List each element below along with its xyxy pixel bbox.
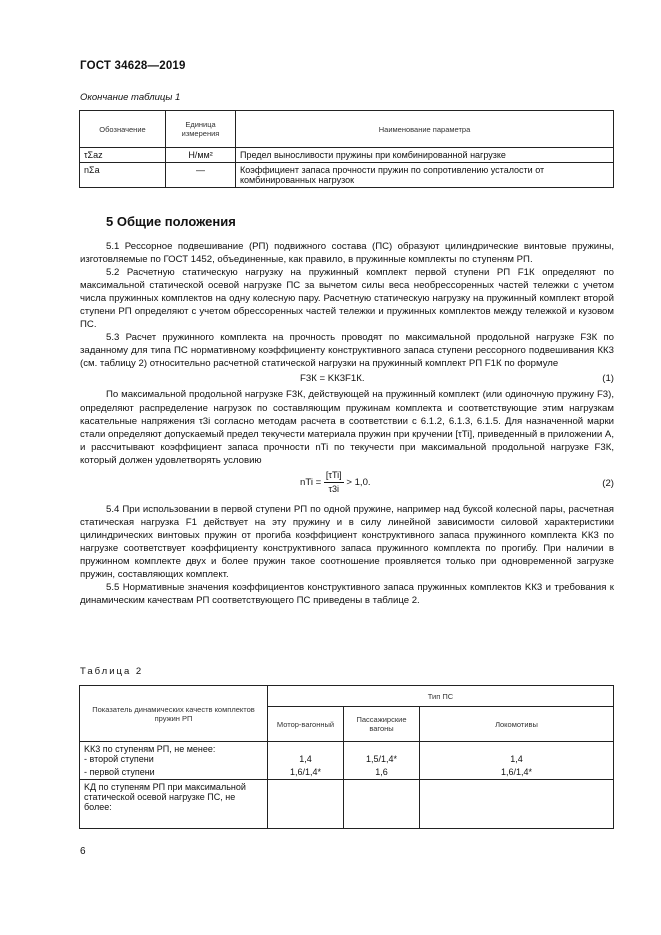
page-number: 6 bbox=[80, 846, 86, 857]
cell-empty bbox=[420, 780, 614, 829]
table2-caption: Таблица 2 bbox=[80, 666, 144, 677]
paragraph-5-5: 5.5 Нормативные значения коэффициентов конструктивного запаса пружинных комплектов KК3 и требования к динамическим качествам РП соответствующего ПС приведены в таблице 2. bbox=[80, 582, 614, 607]
formula-1 bbox=[80, 370, 614, 388]
formula-1-expr: F3К = KК3F1К. bbox=[300, 373, 365, 385]
paragraph-5-2: 5.2 Расчетную статическую нагрузку на пружинный комплект первой ступени РП F1К определяют по максимальной статической осевой нагрузке ПС за вычетом силы веса необрессоренных частей тележки с учетом числа пружинных комплектов на одну колесную пару. Расчетную статическую нагрузку на пружинный комплект второй ступени РП определяют с учетом обрессоренных частей тележки и пружинных комплектов между тележкой и кузовом ПС. bbox=[80, 267, 614, 331]
cell-desc: Коэффициент запаса прочности пружин по сопротивлению усталости от комбинированных нагрузок bbox=[236, 163, 614, 188]
table1-col-unit: Единица измерения bbox=[166, 111, 236, 148]
kk3-label: KК3 по ступеням РП, не менее: bbox=[84, 744, 216, 754]
body-text bbox=[80, 240, 614, 607]
paragraph-5-3: 5.3 Расчет пружинного комплекта на прочность проводят по максимальной продольной нагрузке F3К по заданному для типа ПС нормативному коэффициенту конструктивного запаса ступени рессорного подвешивания КК3 (см. таблицу 2) относительно расчетной статической нагрузки на пружинный комплект РП F1К по формуле bbox=[80, 332, 614, 370]
cell-value: 1,6 bbox=[375, 767, 388, 777]
table2-col-indicator: Показатель динамических качеств комплектов пружин РП bbox=[80, 686, 268, 742]
table-row bbox=[80, 148, 614, 163]
table2-col-locomotive: Локомотивы bbox=[420, 707, 614, 742]
cell-empty bbox=[344, 780, 420, 829]
table2-col-passenger: Пассажирские вагоны bbox=[344, 707, 420, 742]
cell-symbol: nΣa bbox=[80, 163, 166, 188]
locomotive-values bbox=[420, 742, 614, 780]
cell-value: 1,4 bbox=[510, 754, 523, 764]
formula-2-fraction bbox=[324, 469, 344, 496]
table2-col-type: Тип ПС bbox=[268, 686, 614, 707]
table-row bbox=[80, 780, 614, 829]
cell-value: 1,6/1,4* bbox=[289, 767, 322, 777]
formula-2-right: > 1,0. bbox=[346, 476, 371, 488]
table-row bbox=[80, 742, 614, 780]
table1 bbox=[79, 110, 614, 188]
row-label bbox=[80, 742, 268, 780]
formula-2-numerator: [τTi] bbox=[324, 469, 344, 483]
formula-2-denominator: τ3i bbox=[328, 483, 340, 494]
formula-2 bbox=[80, 469, 614, 499]
cell-symbol: τΣaz bbox=[80, 148, 166, 163]
cell-value: 1,5/1,4* bbox=[365, 754, 398, 764]
paragraph-5-3-cont: По максимальной продольной нагрузке F3К, действующей на пружинный комплект (или одиночную пружину F3), определяют распределение нагрузок по составляющим пружинам комплекта и соответствующие этим нагрузкам касательные напряжения τ3i согласно методам расчета в соответствии с 6.1.2, 6.1.3, 6.1.5. Для назначенной марки стали определяют допускаемый предел текучести материала пружин при кручении [τTi], приведенный в приложении А, и рассчитывают коэффициент запаса прочности nTi по текучести при максимальной продольной нагрузке F3К, который должен удовлетворять условию bbox=[80, 389, 614, 466]
table2-col-motor: Мотор-вагонный bbox=[268, 707, 344, 742]
table1-col-name: Наименование параметра bbox=[236, 111, 614, 148]
cell-value: 1,4 bbox=[299, 754, 312, 764]
formula-2-expr bbox=[300, 469, 371, 496]
table2 bbox=[79, 685, 614, 829]
table1-header-row bbox=[80, 111, 614, 148]
formula-2-number: (2) bbox=[602, 477, 614, 489]
table1-caption: Окончание таблицы 1 bbox=[80, 92, 181, 103]
paragraph-5-1: 5.1 Рессорное подвешивание (РП) подвижного состава (ПС) образуют цилиндрические винтовые пружины, изготовляемые по ГОСТ 1452, объединенные, как правило, в пружинные комплекты по ступеням РП. bbox=[80, 241, 614, 266]
standard-code: ГОСТ 34628—2019 bbox=[80, 60, 186, 72]
formula-1-number: (1) bbox=[602, 373, 614, 385]
cell-value: 1,6/1,4* bbox=[500, 767, 533, 777]
cell-unit: — bbox=[166, 163, 236, 188]
paragraph-5-4: 5.4 При использовании в первой ступени РП по одной пружине, например над буксой колесной пары, расчетная статическая нагрузка F1 действует на эту пружину и в силу линейной зависимости силовой характеристики цилиндрических винтовых пружин от прогиба коэффициент конструктивного запаса пружинного комплекта KК3 по нагрузке соответствует коэффициенту конструктивного запаса пружинного комплекта по прогибу. При наличии в пружинном комплекте двух и более пружин такое соотношение проявляется только при одновременной загрузке пружин, составляющих комплект. bbox=[80, 503, 614, 580]
first-stage-label: - первой ступени bbox=[84, 767, 155, 777]
table-row bbox=[80, 163, 614, 188]
table2-header-row bbox=[80, 686, 614, 707]
kd-label: KД по ступеням РП при максимальной статической осевой нагрузке ПС, не более: bbox=[80, 780, 268, 829]
section-title: 5 Общие положения bbox=[106, 214, 236, 229]
second-stage-label: - второй ступени bbox=[84, 754, 154, 764]
cell-desc: Предел выносливости пружины при комбинированной нагрузке bbox=[236, 148, 614, 163]
table1-col-symbol: Обозначение bbox=[80, 111, 166, 148]
cell-empty bbox=[268, 780, 344, 829]
cell-unit: Н/мм² bbox=[166, 148, 236, 163]
passenger-values bbox=[344, 742, 420, 780]
motor-values bbox=[268, 742, 344, 780]
formula-2-left: nTi = bbox=[300, 476, 322, 488]
